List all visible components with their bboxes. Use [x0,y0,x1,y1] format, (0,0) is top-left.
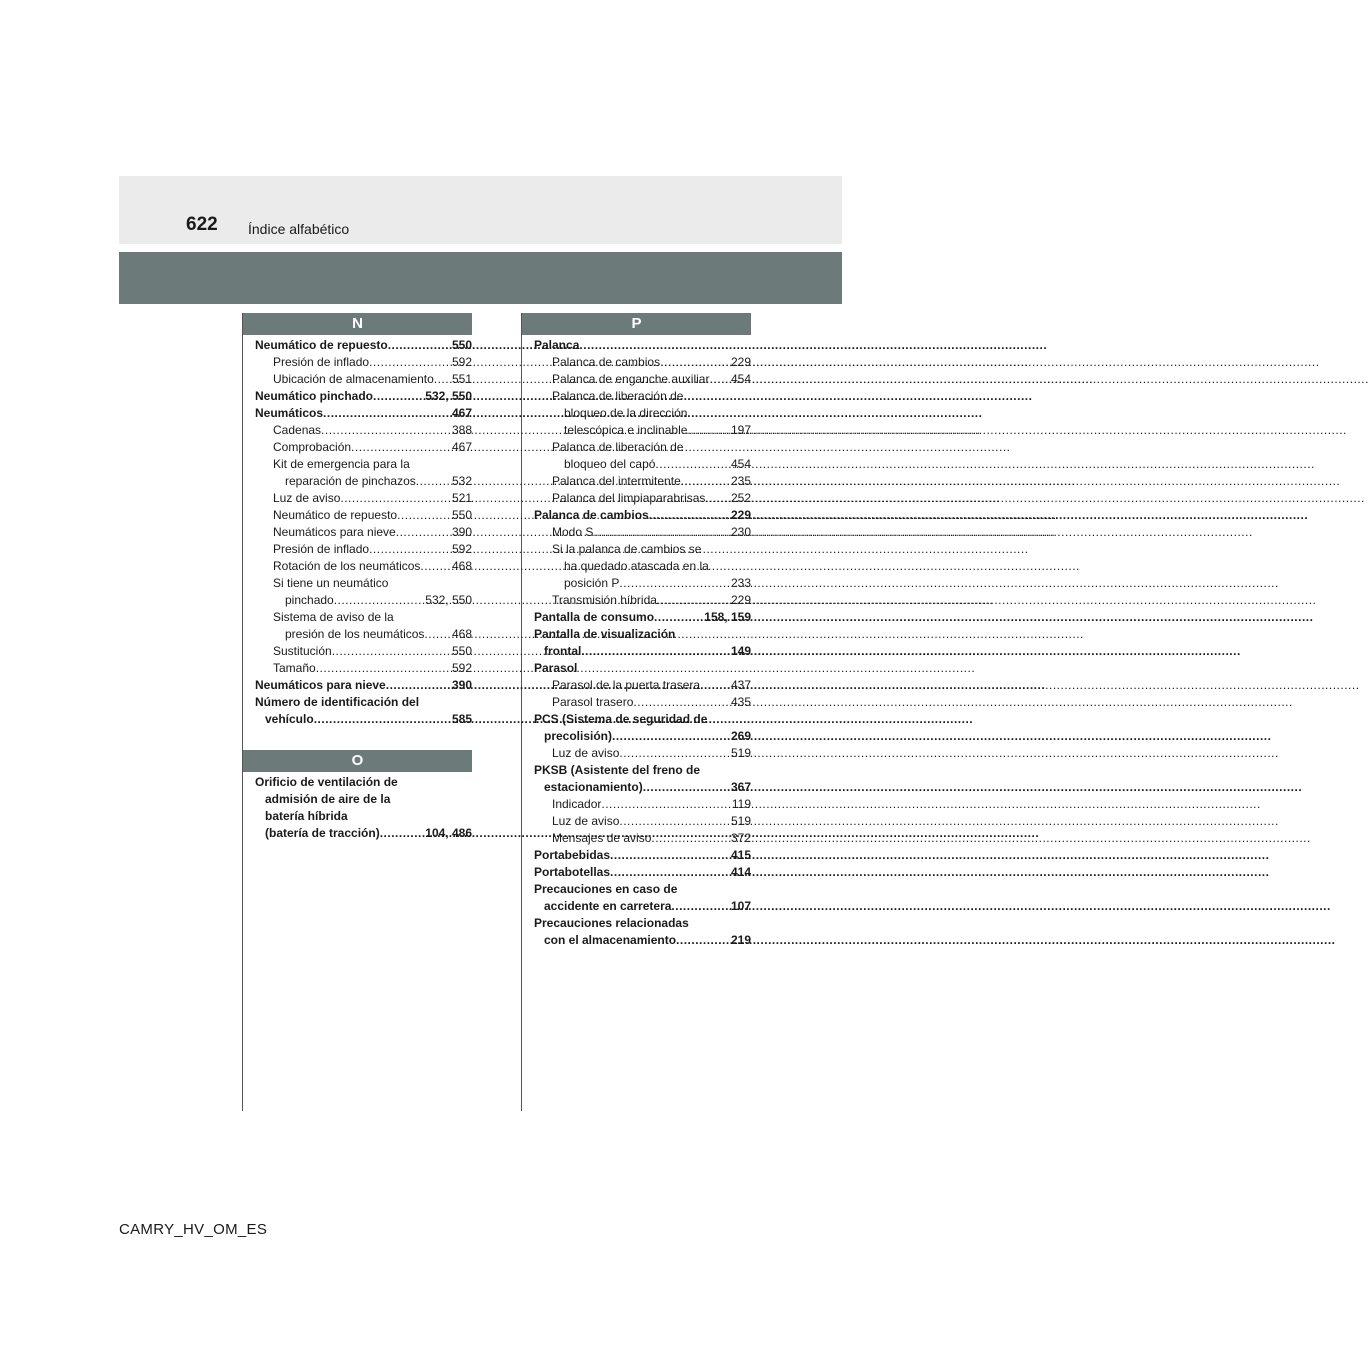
dot-leader [396,524,452,541]
entry-page: 532, 550 [425,389,472,403]
entry-text: Tamaño [273,661,316,675]
entry-text: Mensajes de aviso [552,831,652,845]
entry-page: 233 [730,576,751,590]
index-entry [534,728,751,745]
entry-page: 229 [730,508,751,522]
dot-leader [619,813,731,830]
dot-leader [687,422,731,439]
dot-leader [581,643,731,660]
dot-leader [612,728,731,745]
index-entry [534,473,751,490]
header-band [119,252,842,304]
entry-text: Presión de inflado [273,355,370,369]
entry-page: 437 [730,678,751,692]
index-entry [534,796,751,813]
dot-leader [681,473,731,490]
entry-page: 592 [451,542,472,556]
dot-leader [369,354,452,371]
entry-page: 467 [451,406,472,420]
index-entry [255,371,472,388]
entry-page: 158, 159 [704,610,751,624]
index-entries [243,335,472,728]
entry-page: 219 [730,933,751,947]
entry-page: 107 [730,899,751,913]
entry-page: 519 [730,746,751,760]
index-entry [255,774,472,791]
dot-leader [649,507,731,524]
index-entry [534,694,751,711]
entry-page: 468 [451,559,472,573]
entry-page: 149 [730,644,751,658]
entry-text: bloqueo del capó [564,457,656,471]
dot-leader [380,825,426,842]
entry-page: 415 [730,848,751,862]
index-entry [534,575,751,592]
index-entry [534,660,751,677]
dot-leader [332,643,452,660]
entry-page: 521 [451,491,472,505]
index-entry [255,808,472,825]
index-entry [255,677,472,694]
index-entry [255,524,472,541]
entry-page: 388 [451,423,472,437]
entry-page: 229 [730,593,751,607]
entry-text: Parasol [534,661,578,675]
dot-leader [434,371,452,388]
entry-text: Portabebidas [534,848,611,862]
entry-text: Si la palanca de cambios se [552,542,702,556]
entry-text: Palanca de liberación de [552,440,684,454]
entry-text: accidente en carretera [544,899,672,913]
index-entry [534,643,751,660]
dot-leader [671,898,731,915]
dot-leader [654,609,704,626]
entry-page: 414 [730,865,751,879]
entry-page: 230 [730,525,751,539]
entry-text: Pantalla de consumo [534,610,655,624]
entry-text: Orificio de ventilación de [255,775,398,789]
page-number: 622 [186,214,218,235]
entry-page: 435 [730,695,751,709]
entry-text: Palanca de cambios [552,355,661,369]
entry-text: Indicador [552,797,602,811]
entry-text: reparación de pinchazos [285,474,416,488]
index-column-left [243,313,472,842]
entry-text: Neumáticos para nieve [273,525,396,539]
entry-text: Palanca de enganche auxiliar [552,372,710,386]
entry-page: 119 [731,797,751,811]
entry-page: 551 [451,372,472,386]
index-entry [255,337,472,354]
index-entry [534,864,751,881]
index-entry [534,915,751,932]
entry-page: 372 [730,831,751,845]
index-entry [255,405,472,422]
index-entry [534,490,751,507]
entry-text: Parasol de la puerta trasera [552,678,701,692]
index-entry [255,422,472,439]
dot-leader [601,796,731,813]
entry-text: Kit de emergencia para la [273,457,410,471]
index-entry [534,711,751,728]
dot-leader [651,830,731,847]
entry-page: 550 [451,644,472,658]
group-spacer [243,728,472,750]
entry-page: 550 [451,508,472,522]
entry-text: Neumático pinchado [255,389,374,403]
entry-text: Cadenas [273,423,322,437]
dot-leader [369,541,452,558]
entry-page: 519 [730,814,751,828]
entry-text: Pantalla de visualización [534,627,676,641]
entry-page: 592 [451,355,472,369]
letter-heading: O [243,750,472,772]
index-entry [534,524,751,541]
entry-text: Comprobación [273,440,352,454]
entry-page: 229 [730,355,751,369]
index-entry [255,473,472,490]
index-entry [255,507,472,524]
letter-heading: N [243,313,472,335]
index-entry [255,825,472,842]
index-entry [534,745,751,762]
dot-leader [633,694,731,711]
entry-text: Neumáticos para nieve [255,678,386,692]
index-entry [534,609,751,626]
entry-text: Ubicación de almacenamiento [273,372,434,386]
entry-text: telescópica e inclinable [564,423,688,437]
entry-text: PKSB (Asistente del freno de [534,763,701,777]
dot-leader [323,405,452,422]
dot-leader [424,626,452,643]
index-entry [534,388,751,405]
entry-text: bloqueo de la dirección [564,406,688,420]
header-box [119,176,842,244]
index-entry [255,626,472,643]
entry-text: admisión de aire de la [265,792,391,806]
index-entry [534,592,751,609]
entry-text: Sustitución [273,644,332,658]
index-column-right [522,313,751,949]
index-entry [255,490,472,507]
index-entries [243,772,472,842]
dot-leader [709,371,731,388]
dot-leader [700,677,731,694]
entry-page: 390 [451,525,472,539]
entry-text: Neumático de repuesto [255,338,388,352]
entry-page: 468 [451,627,472,641]
entry-page: 104, 486 [425,826,472,840]
index-entry [534,847,751,864]
index-entry [255,575,472,592]
entry-text: Modo S [552,525,594,539]
entry-text: Luz de aviso [273,491,341,505]
entry-text: Palanca [534,338,580,352]
index-entry [534,507,751,524]
index-entry [534,371,751,388]
entry-text: Palanca de cambios [534,508,649,522]
section-title: Índice alfabético [248,221,350,237]
index-entry [255,711,472,728]
dot-leader [351,439,452,456]
index-entry [534,439,751,456]
entry-text: Número de identificación del [255,695,420,709]
dot-leader [386,677,452,694]
dot-leader [643,779,731,796]
index-entry [255,791,472,808]
entry-text: Palanca de liberación de [552,389,684,403]
letter-heading: P [522,313,751,335]
entry-page: 532, 550 [425,593,472,607]
index-entry [534,541,751,558]
index-entry [534,677,751,694]
dot-leader [314,711,452,728]
index-entry [255,660,472,677]
dot-leader [334,592,426,609]
entry-page: 585 [451,712,472,726]
index-entry [534,762,751,779]
entry-text: posición P [564,576,620,590]
document-code: CAMRY_HV_OM_ES [119,1221,268,1238]
index-entry [255,694,472,711]
index-entries [522,335,751,949]
entry-text: precolisión) [544,729,613,743]
entry-text: ha quedado atascada en la [564,559,709,573]
index-entry [534,898,751,915]
entry-text: Palanca del intermitente [552,474,681,488]
entry-page: 592 [451,661,472,675]
dot-leader [593,524,731,541]
entry-text: Portabotellas [534,865,611,879]
entry-text: estacionamiento) [544,780,643,794]
index-entry [255,456,472,473]
entry-text: batería híbrida [265,809,348,823]
dot-leader [705,490,731,507]
dot-leader [388,337,452,354]
dot-leader [316,660,452,677]
index-entry [534,558,751,575]
index-entry [534,881,751,898]
entry-text: Presión de inflado [273,542,370,556]
entry-text: con el almacenamiento [544,933,677,947]
entry-page: 252 [730,491,751,505]
entry-page: 269 [730,729,751,743]
dot-leader [660,354,731,371]
dot-leader [420,558,452,575]
entry-text: Si tiene un neumático [273,576,389,590]
entry-text: Luz de aviso [552,814,620,828]
dot-leader [321,422,452,439]
index-entry [255,643,472,660]
entry-text: Neumático de repuesto [273,508,398,522]
index-entry [255,592,472,609]
index-entry [534,830,751,847]
entry-text: Palanca del limpiaparabrisas [552,491,706,505]
index-entry [255,558,472,575]
entry-text: pinchado [285,593,334,607]
index-entry [255,541,472,558]
entry-page: 454 [730,457,751,471]
entry-page: 550 [451,338,472,352]
index-entry [534,813,751,830]
dot-leader [619,575,731,592]
entry-text: Precauciones en caso de [534,882,678,896]
dot-leader [657,592,731,609]
entry-text: Luz de aviso [552,746,620,760]
dot-leader [619,745,731,762]
entry-text: Precauciones relacionadas [534,916,689,930]
entry-text: Rotación de los neumáticos [273,559,421,573]
dot-leader [610,847,731,864]
entry-text: Transmisión híbrida [552,593,657,607]
index-entry [255,439,472,456]
index-entry [534,456,751,473]
index-entry [534,779,751,796]
entry-page: 454 [730,372,751,386]
entry-text: PCS (Sistema de seguridad de [534,712,708,726]
dot-leader [397,507,452,524]
index-entry [255,388,472,405]
dot-leader [676,932,731,949]
entry-text: Parasol trasero [552,695,634,709]
index-entry [534,626,751,643]
index-entry [255,354,472,371]
entry-page: 197 [730,423,751,437]
entry-text: Sistema de aviso de la [273,610,394,624]
entry-text: vehículo [265,712,314,726]
entry-text: presión de los neumáticos [285,627,425,641]
index-entry [534,337,751,354]
index-entry [534,354,751,371]
dot-leader [610,864,731,881]
entry-text: frontal [544,644,582,658]
dot-leader [655,456,731,473]
dot-leader [373,388,425,405]
entry-text: (batería de tracción) [265,826,380,840]
entry-page: 390 [451,678,472,692]
entry-page: 235 [730,474,751,488]
entry-page: 367 [730,780,751,794]
index-entry [534,405,751,422]
entry-text: Neumáticos [255,406,324,420]
dot-leader [340,490,452,507]
index-entry [534,422,751,439]
entry-page: 532 [451,474,472,488]
entry-page: 467 [451,440,472,454]
index-entry [255,609,472,626]
dot-leader [416,473,452,490]
index-entry [534,932,751,949]
